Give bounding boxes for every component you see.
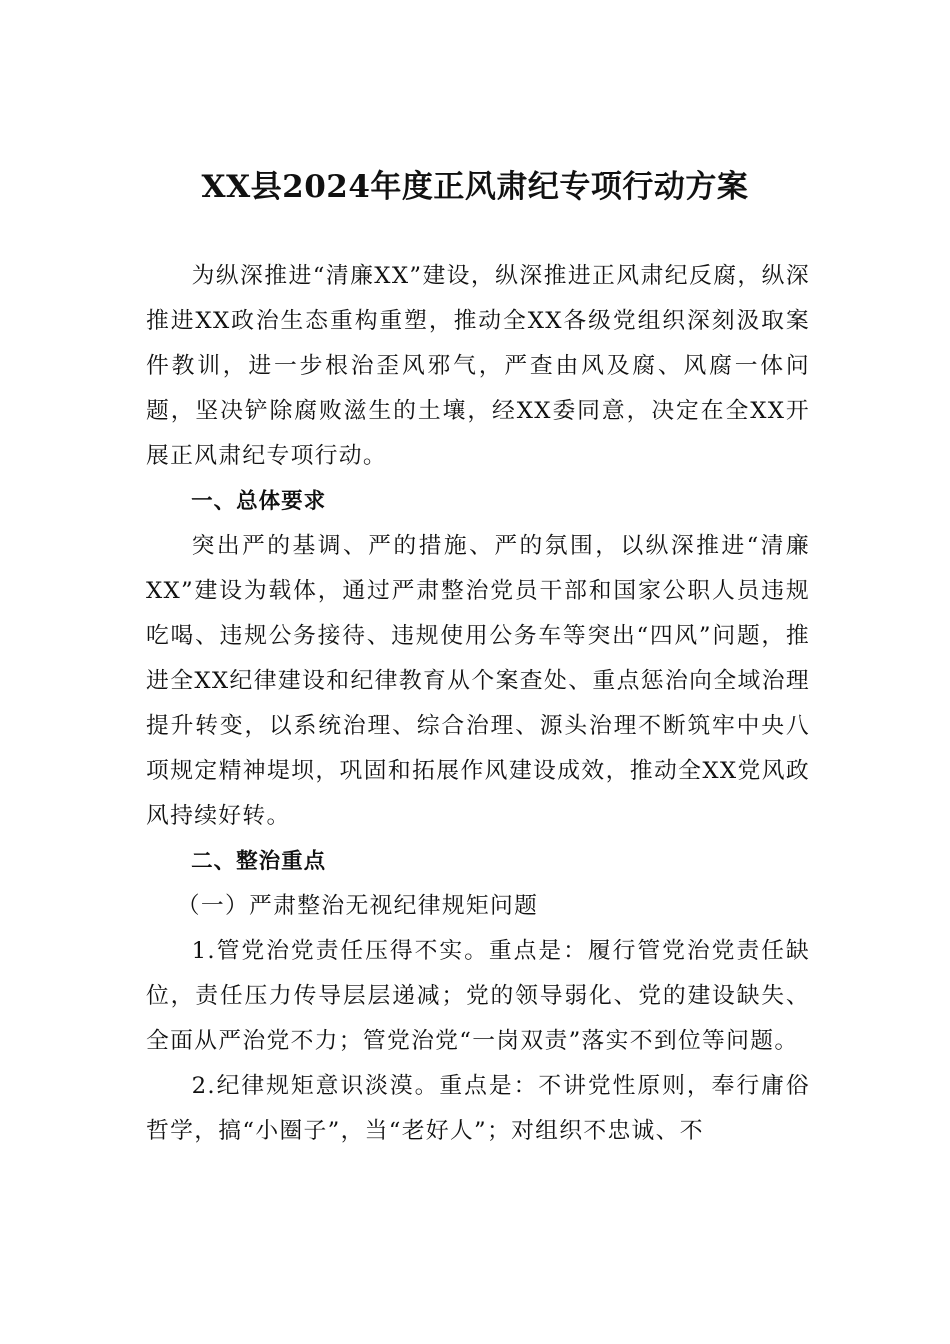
document-body [146,254,810,1154]
item-paragraph-2: 2.纪律规矩意识淡漠。重点是：不讲党性原则，奉行庸俗哲学，搞“小圈子”，当“老好人”；对组织不忠诚、不 [146,1073,810,1144]
section-heading-general-requirements: 一、总体要求 [191,489,327,514]
intro-paragraph: 为纵深推进“清廉XX”建设，纵深推进正风肃纪反腐，纵深推进XX政治生态重构重塑，推动全XX各级党组织深刻汲取案件教训，进一步根治歪风邪气，严查由风及腐、风腐一体问题，坚决铲除腐败滋生的土壤，经XX委同意，决定在全XX开展正风肃纪专项行动。 [146,263,810,469]
item-paragraph-1: 1.管党治党责任压得不实。重点是：履行管党治党责任缺位，责任压力传导层层递减；党的领导弱化、党的建设缺失、全面从严治党不力；管党治党“一岗双责”落实不到位等问题。 [146,938,810,1054]
section-heading-rectification-focus: 二、整治重点 [191,849,327,874]
general-requirements-paragraph: 突出严的基调、严的措施、严的氛围，以纵深推进“清廉XX”建设为载体，通过严肃整治党员干部和国家公职人员违规吃喝、违规公务接待、违规使用公务车等突出“四风”问题，推进全XX纪律建设和纪律教育从个案查处、重点惩治向全域治理提升转变，以系统治理、综合治理、源头治理不断筑牢中央八项规定精神堤坝，巩固和拓展作风建设成效，推动全XX党风政风持续好转。 [146,533,810,829]
subsection-heading-discipline: （一）严肃整治无视纪律规矩问题 [176,893,539,919]
document-title: XX县2024年度正风肃纪专项行动方案 [201,169,749,205]
